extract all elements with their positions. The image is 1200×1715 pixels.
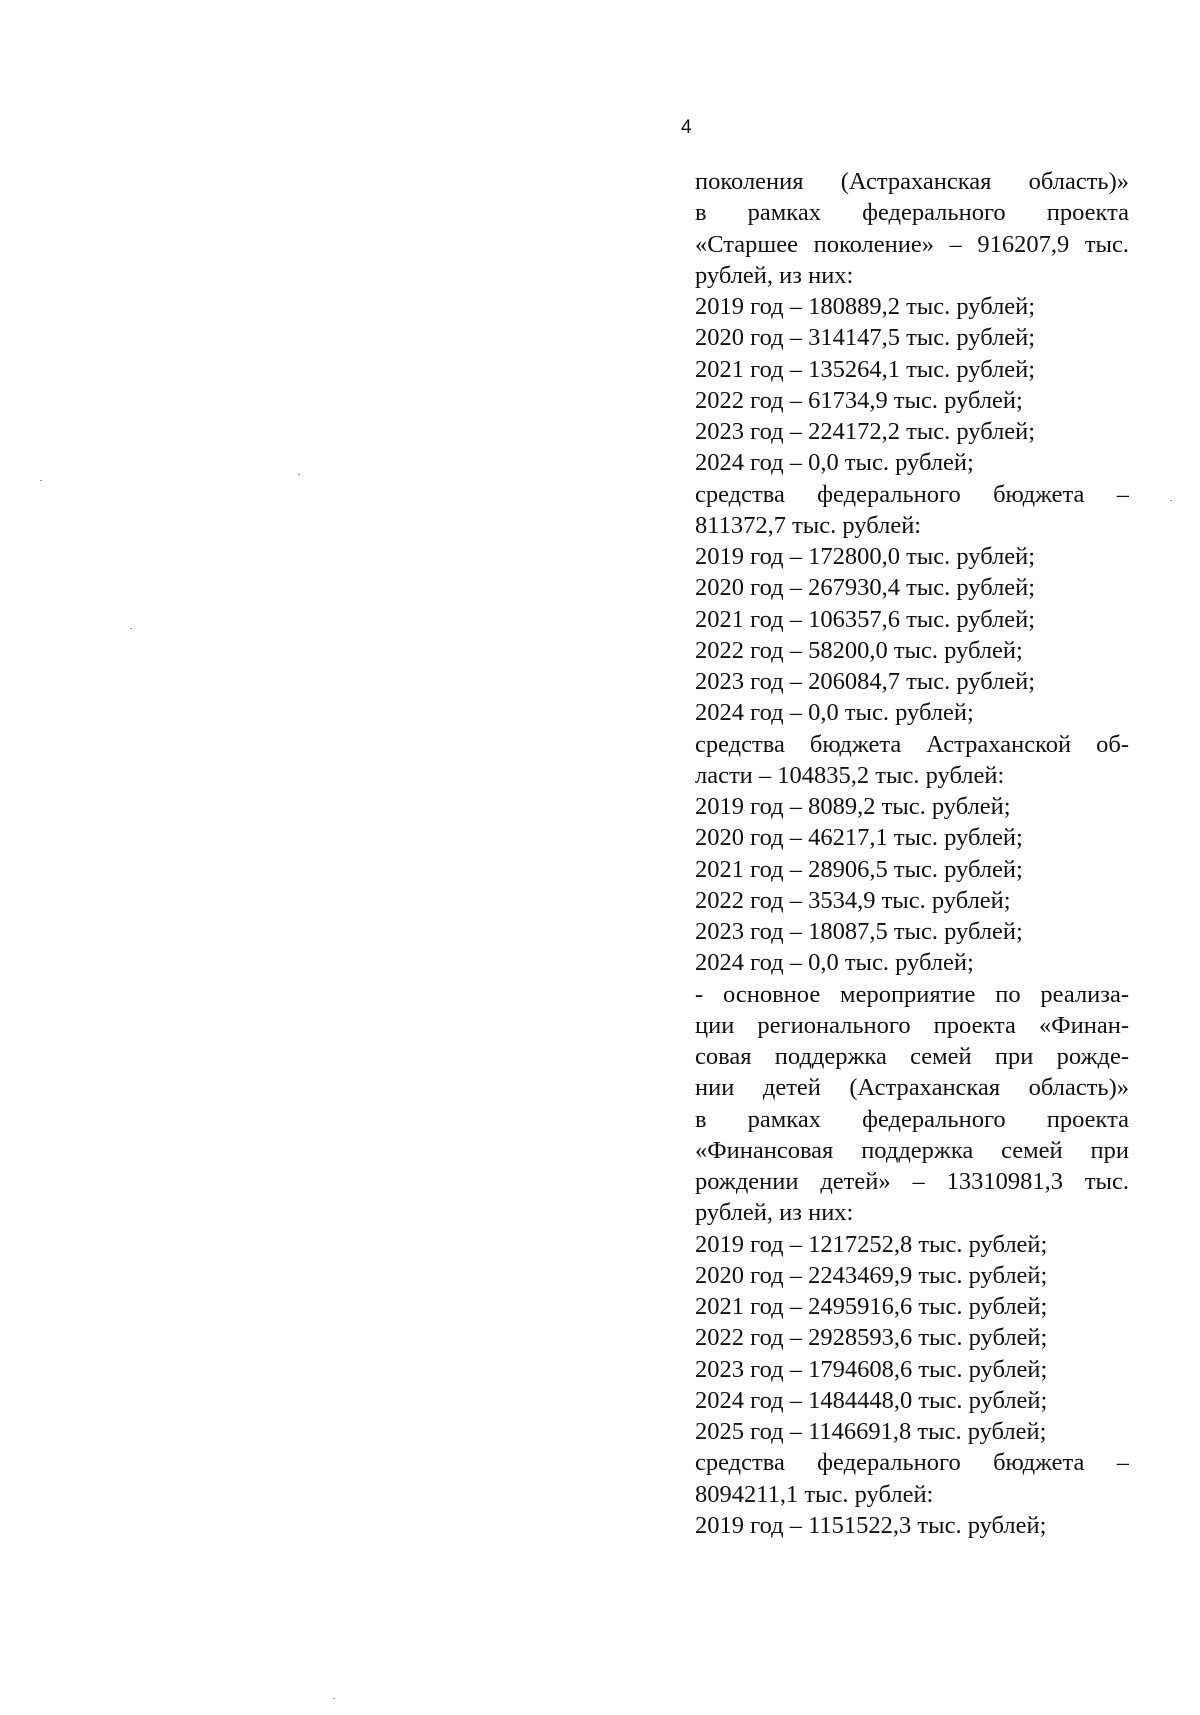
text-line: 2021 год – 2495916,6 тыс. рублей;: [695, 1293, 1048, 1320]
scan-speck: [40, 480, 42, 481]
text-line: 2022 год – 61734,9 тыс. рублей;: [695, 386, 1023, 414]
text-line: 2021 год – 135264,1 тыс. рублей;: [695, 355, 1036, 383]
text-line: 2020 год – 314147,5 тыс. рублей;: [695, 324, 1036, 352]
text-line: средства бюджета Астраханской об-: [695, 730, 1129, 758]
text-line: средства федерального бюджета –: [695, 480, 1129, 508]
text-line: в рамках федерального проекта: [695, 199, 1129, 227]
text-line: 2022 год – 2928593,6 тыс. рублей;: [695, 1324, 1048, 1352]
text-line: рождении детей» – 13310981,3 тыс.: [695, 1168, 1129, 1195]
text-line: 2023 год – 18087,5 тыс. рублей;: [695, 918, 1023, 945]
text-line: 2021 год – 106357,6 тыс. рублей;: [695, 605, 1036, 633]
text-line: средства федерального бюджета –: [695, 1449, 1129, 1477]
text-line: 2023 год – 206084,7 тыс. рублей;: [695, 668, 1036, 695]
text-line: 2025 год – 1146691,8 тыс. рублей;: [695, 1418, 1047, 1445]
text-line: 2020 год – 267930,4 тыс. рублей;: [695, 574, 1036, 602]
scan-speck: [298, 474, 300, 475]
text-line: нии детей (Астраханская область)»: [695, 1074, 1129, 1102]
text-line: поколения (Астраханская область)»: [695, 168, 1129, 195]
text-line: 2019 год – 1217252,8 тыс. рублей;: [695, 1230, 1048, 1258]
text-body: [695, 166, 1129, 1541]
text-line: «Старшее поколение» – 916207,9 тыс.: [695, 230, 1129, 258]
text-line: 2019 год – 1151522,3 тыс. рублей;: [695, 1511, 1047, 1539]
text-line: 2024 год – 1484448,0 тыс. рублей;: [695, 1386, 1048, 1414]
text-line: 2024 год – 0,0 тыс. рублей;: [695, 949, 974, 977]
text-line: 2021 год – 28906,5 тыс. рублей;: [695, 855, 1023, 883]
text-line: 2023 год – 1794608,6 тыс. рублей;: [695, 1355, 1048, 1383]
page-number: 4: [681, 117, 692, 138]
text-line: 2019 год – 172800,0 тыс. рублей;: [695, 543, 1036, 570]
scan-speck: [1170, 500, 1172, 501]
text-line: 2023 год – 224172,2 тыс. рублей;: [695, 418, 1036, 445]
text-line: ции регионального проекта «Финан-: [695, 1011, 1129, 1039]
text-line: 2020 год – 2243469,9 тыс. рублей;: [695, 1261, 1048, 1289]
text-line: 2019 год – 8089,2 тыс. рублей;: [695, 793, 1011, 820]
scan-speck: [333, 1698, 335, 1699]
text-line: 2022 год – 58200,0 тыс. рублей;: [695, 636, 1023, 664]
text-line: «Финансовая поддержка семей при: [695, 1136, 1129, 1164]
text-line: рублей, из них:: [695, 1199, 854, 1227]
text-line: в рамках федерального проекта: [695, 1105, 1129, 1133]
scan-speck: [130, 628, 132, 629]
text-line: ласти – 104835,2 тыс. рублей:: [695, 761, 1005, 789]
text-line: 2024 год – 0,0 тыс. рублей;: [695, 699, 974, 727]
text-line: 2022 год – 3534,9 тыс. рублей;: [695, 886, 1011, 914]
text-line: 2020 год – 46217,1 тыс. рублей;: [695, 824, 1023, 852]
text-line: 811372,7 тыс. рублей:: [695, 511, 922, 539]
text-line: 8094211,1 тыс. рублей:: [695, 1480, 934, 1508]
text-line: рублей, из них:: [695, 261, 854, 289]
text-line: совая поддержка семей при рожде-: [695, 1043, 1129, 1070]
text-line: - основное мероприятие по реализа-: [695, 980, 1129, 1008]
text-line: 2024 год – 0,0 тыс. рублей;: [695, 449, 974, 477]
text-line: 2019 год – 180889,2 тыс. рублей;: [695, 293, 1036, 320]
